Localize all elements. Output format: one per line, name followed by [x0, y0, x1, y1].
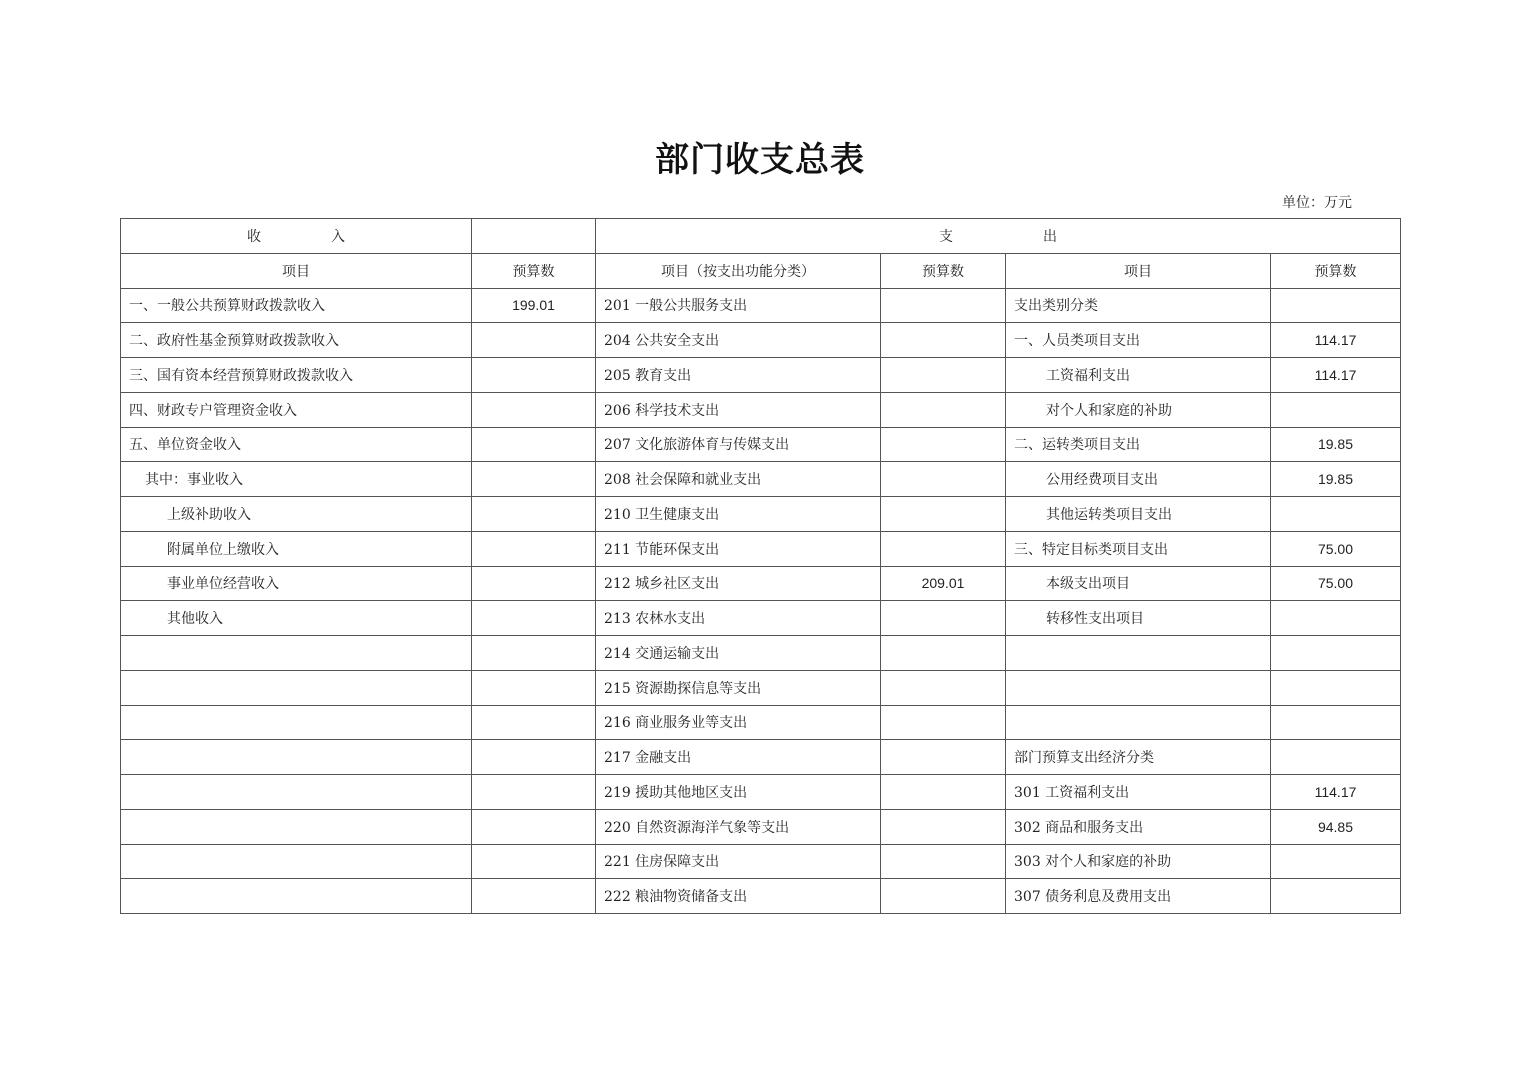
func-item-cell: 206 科学技术支出 [596, 392, 881, 427]
income-item-cell: 二、政府性基金预算财政拨款收入 [121, 323, 472, 358]
eco-item-cell: 本级支出项目 [1006, 566, 1271, 601]
table-row [121, 323, 1401, 358]
income-budget-cell: 199.01 [472, 288, 596, 323]
eco-budget-cell: 94.85 [1271, 809, 1401, 844]
income-item-cell: 附属单位上缴收入 [121, 531, 472, 566]
col-header-eco-budget: 预算数 [1271, 253, 1401, 288]
income-item-cell [121, 844, 472, 879]
func-item-cell: 216 商业服务业等支出 [596, 705, 881, 740]
eco-item-cell: 301 工资福利支出 [1006, 775, 1271, 810]
eco-item-cell: 三、特定目标类项目支出 [1006, 531, 1271, 566]
expense-group-header: 支 出 [596, 219, 1401, 254]
func-budget-cell [881, 670, 1006, 705]
income-item-cell [121, 705, 472, 740]
eco-item-cell [1006, 670, 1271, 705]
func-budget-cell [881, 323, 1006, 358]
eco-item-cell: 307 债务利息及费用支出 [1006, 879, 1271, 914]
income-item-cell [121, 740, 472, 775]
page-title: 部门收支总表 [655, 140, 865, 180]
eco-budget-cell [1271, 879, 1401, 914]
table-row [121, 740, 1401, 775]
income-budget-cell [472, 740, 596, 775]
eco-item-cell: 工资福利支出 [1006, 358, 1271, 393]
col-header-budget: 预算数 [472, 253, 596, 288]
func-budget-cell [881, 601, 1006, 636]
income-group-header: 收 入 [121, 219, 472, 254]
income-budget-cell [472, 601, 596, 636]
income-item-cell: 五、单位资金收入 [121, 427, 472, 462]
income-budget-cell [472, 705, 596, 740]
income-item-cell: 其中：事业收入 [121, 462, 472, 497]
header-row-group [121, 219, 1401, 254]
eco-budget-cell [1271, 636, 1401, 671]
eco-budget-cell: 114.17 [1271, 323, 1401, 358]
func-item-cell: 211 节能环保支出 [596, 531, 881, 566]
eco-budget-cell: 75.00 [1271, 566, 1401, 601]
eco-item-cell: 转移性支出项目 [1006, 601, 1271, 636]
eco-budget-cell [1271, 601, 1401, 636]
table-row [121, 566, 1401, 601]
table-row [121, 531, 1401, 566]
func-item-cell: 208 社会保障和就业支出 [596, 462, 881, 497]
func-budget-cell [881, 844, 1006, 879]
eco-item-cell [1006, 705, 1271, 740]
eco-budget-cell [1271, 288, 1401, 323]
header-row-columns [121, 253, 1401, 288]
func-budget-cell [881, 705, 1006, 740]
table-row [121, 809, 1401, 844]
table-row [121, 427, 1401, 462]
eco-item-cell: 二、运转类项目支出 [1006, 427, 1271, 462]
func-budget-cell [881, 775, 1006, 810]
col-header-eco-item: 项目 [1006, 253, 1271, 288]
income-budget-cell [472, 392, 596, 427]
income-group-header-blank [472, 219, 596, 254]
income-budget-cell [472, 497, 596, 532]
func-item-cell: 221 住房保障支出 [596, 844, 881, 879]
income-budget-cell [472, 775, 596, 810]
col-header-item: 项目 [121, 253, 472, 288]
func-budget-cell [881, 636, 1006, 671]
income-item-cell [121, 670, 472, 705]
income-item-cell: 三、国有资本经营预算财政拨款收入 [121, 358, 472, 393]
func-item-cell: 205 教育支出 [596, 358, 881, 393]
eco-budget-cell: 114.17 [1271, 358, 1401, 393]
income-budget-cell [472, 427, 596, 462]
table-row [121, 288, 1401, 323]
income-budget-cell [472, 879, 596, 914]
eco-budget-cell: 19.85 [1271, 427, 1401, 462]
func-budget-cell [881, 392, 1006, 427]
col-header-func-item: 项目（按支出功能分类） [596, 253, 881, 288]
income-item-cell: 一、一般公共预算财政拨款收入 [121, 288, 472, 323]
func-item-cell: 220 自然资源海洋气象等支出 [596, 809, 881, 844]
eco-budget-cell [1271, 844, 1401, 879]
func-budget-cell [881, 879, 1006, 914]
table-row [121, 705, 1401, 740]
func-budget-cell [881, 740, 1006, 775]
func-item-cell: 219 援助其他地区支出 [596, 775, 881, 810]
func-item-cell: 213 农林水支出 [596, 601, 881, 636]
eco-item-cell: 对个人和家庭的补助 [1006, 392, 1271, 427]
income-budget-cell [472, 670, 596, 705]
eco-item-cell: 302 商品和服务支出 [1006, 809, 1271, 844]
func-budget-cell [881, 358, 1006, 393]
table-row [121, 358, 1401, 393]
eco-budget-cell [1271, 740, 1401, 775]
unit-label: 单位：万元 [1282, 195, 1352, 211]
income-item-cell: 其他收入 [121, 601, 472, 636]
table-row [121, 392, 1401, 427]
func-item-cell: 201 一般公共服务支出 [596, 288, 881, 323]
income-item-cell [121, 879, 472, 914]
income-item-cell [121, 775, 472, 810]
income-budget-cell [472, 844, 596, 879]
income-budget-cell [472, 462, 596, 497]
col-header-func-budget: 预算数 [881, 253, 1006, 288]
income-item-cell [121, 636, 472, 671]
eco-item-cell: 一、人员类项目支出 [1006, 323, 1271, 358]
func-item-cell: 215 资源勘探信息等支出 [596, 670, 881, 705]
table-row [121, 670, 1401, 705]
eco-item-cell: 部门预算支出经济分类 [1006, 740, 1271, 775]
income-budget-cell [472, 358, 596, 393]
func-budget-cell [881, 427, 1006, 462]
income-budget-cell [472, 323, 596, 358]
income-item-cell: 四、财政专户管理资金收入 [121, 392, 472, 427]
table-row [121, 636, 1401, 671]
eco-budget-cell: 114.17 [1271, 775, 1401, 810]
table-row [121, 462, 1401, 497]
table-row [121, 879, 1401, 914]
income-budget-cell [472, 531, 596, 566]
func-item-cell: 222 粮油物资储备支出 [596, 879, 881, 914]
income-budget-cell [472, 636, 596, 671]
income-item-cell: 事业单位经营收入 [121, 566, 472, 601]
eco-item-cell [1006, 636, 1271, 671]
table-row [121, 775, 1401, 810]
eco-item-cell: 其他运转类项目支出 [1006, 497, 1271, 532]
func-budget-cell [881, 462, 1006, 497]
func-budget-cell [881, 531, 1006, 566]
func-budget-cell [881, 809, 1006, 844]
income-budget-cell [472, 566, 596, 601]
func-budget-cell [881, 497, 1006, 532]
eco-item-cell: 支出类别分类 [1006, 288, 1271, 323]
func-item-cell: 217 金融支出 [596, 740, 881, 775]
eco-budget-cell [1271, 392, 1401, 427]
table-row [121, 844, 1401, 879]
eco-item-cell: 303 对个人和家庭的补助 [1006, 844, 1271, 879]
func-item-cell: 204 公共安全支出 [596, 323, 881, 358]
eco-budget-cell [1271, 497, 1401, 532]
income-budget-cell [472, 809, 596, 844]
eco-budget-cell [1271, 670, 1401, 705]
func-budget-cell: 209.01 [881, 566, 1006, 601]
eco-budget-cell [1271, 705, 1401, 740]
func-item-cell: 214 交通运输支出 [596, 636, 881, 671]
func-item-cell: 210 卫生健康支出 [596, 497, 881, 532]
func-item-cell: 207 文化旅游体育与传媒支出 [596, 427, 881, 462]
eco-item-cell: 公用经费项目支出 [1006, 462, 1271, 497]
income-item-cell [121, 809, 472, 844]
eco-budget-cell: 19.85 [1271, 462, 1401, 497]
eco-budget-cell: 75.00 [1271, 531, 1401, 566]
table-row [121, 601, 1401, 636]
table-row [121, 497, 1401, 532]
income-item-cell: 上级补助收入 [121, 497, 472, 532]
income-expense-table [120, 218, 1401, 914]
func-budget-cell [881, 288, 1006, 323]
func-item-cell: 212 城乡社区支出 [596, 566, 881, 601]
